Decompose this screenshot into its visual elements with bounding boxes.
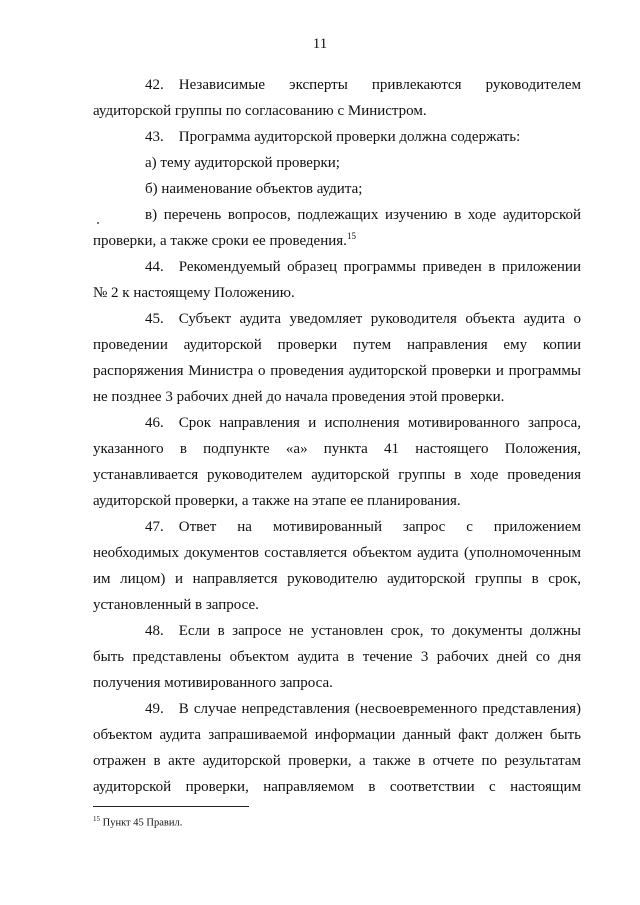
- page-number: 11: [312, 36, 328, 52]
- paragraph-44: 44. Рекомендуемый образец программы приведен в приложении № 2 к настоящему Положению.: [93, 259, 581, 301]
- paragraph-43: 43. Программа аудиторской проверки должна содержать:: [145, 129, 521, 145]
- list-item-a: а) тему аудиторской проверки;: [145, 155, 340, 171]
- footnote: [93, 815, 182, 829]
- paragraph-47: 47. Ответ на мотивированный запрос с приложением необходимых документов составляется объектом аудита (уполномоченным им лицом) и направляется руководителю аудиторской группы в срок, установленный в запросе.: [93, 519, 581, 613]
- paragraph-42: 42. Независимые эксперты привлекаются руководителем аудиторской группы по согласованию с Министром.: [93, 77, 581, 119]
- footnote-divider: [93, 806, 249, 807]
- footnote-text: Пункт 45 Правил.: [102, 817, 183, 829]
- scan-speck: [97, 222, 99, 224]
- list-item-v: [93, 202, 581, 254]
- paragraph-46: 46. Срок направления и исполнения мотивированного запроса, указанного в подпункте «а» пункта 41 настоящего Положения, устанавливается руководителем аудиторской группы в ходе проведения аудиторской проверки, а также на этапе ее планирования.: [93, 415, 581, 509]
- footnote-reference: 15: [346, 231, 356, 241]
- paragraph-48: 48. Если в запросе не установлен срок, то документы должны быть представлены объектом аудита в течение 3 рабочих дней со дня получения мотивированного запроса.: [93, 623, 581, 691]
- paragraph-49: 49. В случае непредставления (несвоевременного представления) объектом аудита запрашиваемой информации данный факт должен быть отражен в акте аудиторской проверки, а также в отчете по результатам аудиторской проверки, направляемом в соответствии с настоящим: [93, 701, 581, 795]
- list-item-b: б) наименование объектов аудита;: [145, 181, 363, 197]
- paragraph-45: 45. Субъект аудита уведомляет руководителя объекта аудита о проведении аудиторской проверки путем направления ему копии распоряжения Министра о проведения аудиторской проверки и программы не позднее 3 рабочих дней до начала проведения этой проверки.: [93, 311, 581, 405]
- list-item-v-text: в) перечень вопросов, подлежащих изучению в ходе аудиторской проверки, а также сроки ее проведения.: [93, 207, 581, 249]
- footnote-number: 15: [93, 815, 100, 823]
- document-body: [93, 72, 581, 800]
